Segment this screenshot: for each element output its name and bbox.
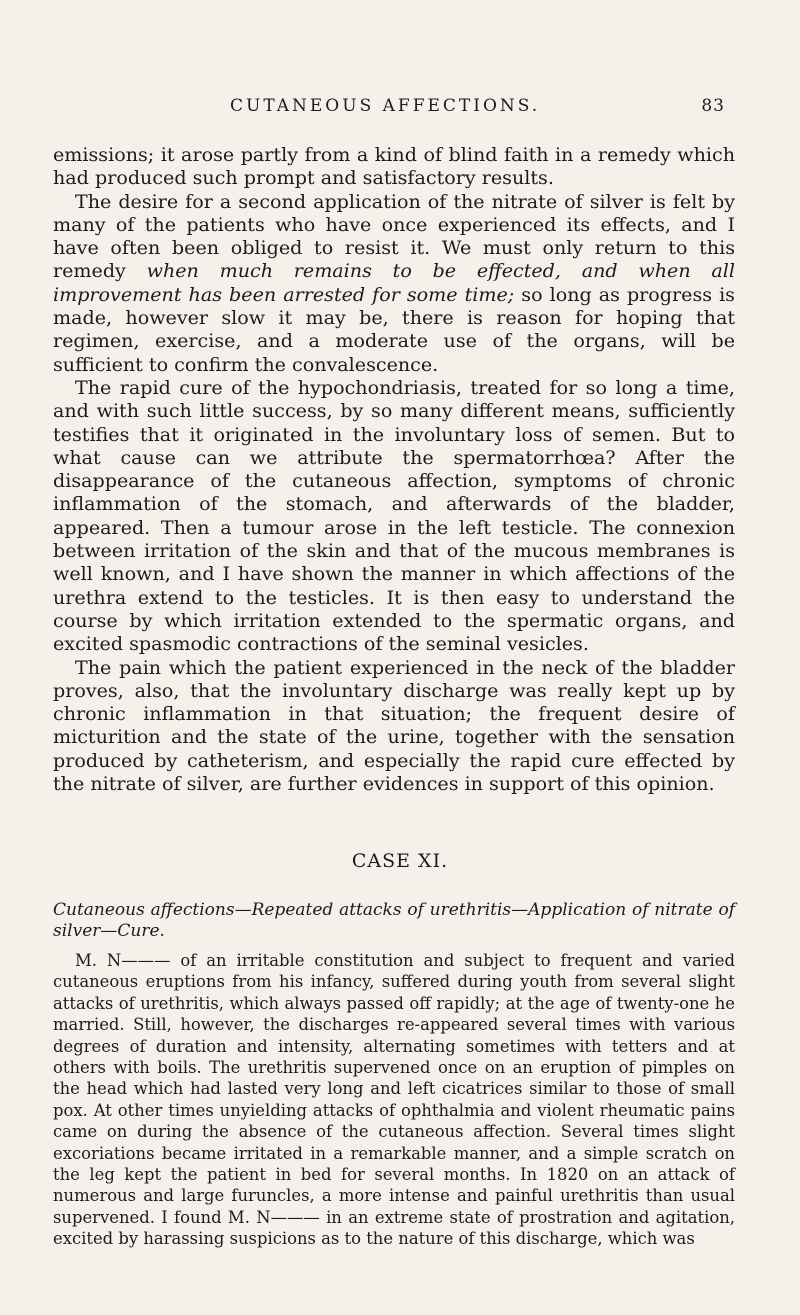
case-body: [53, 950, 735, 1250]
paragraph: The pain which the patient experienced in the neck of the bladder proves, also, that the involuntary discharge was really kept up by chronic inflammation in that situation; the frequent desire of micturition and the state of the urine, together with the sensation produced by catheterism, and especially the rapid cure effected by the nitrate of silver, are further evidences in support of this opinion.: [53, 655, 735, 796]
paragraph-text: so long as progress is made, however slow it may be, there is reason for hoping that regimen, exercise, and a moderate use of the organs, will be sufficient to confirm the convalescence.: [53, 282, 735, 376]
case-heading: CASE XI.: [351, 850, 449, 872]
running-head: [230, 96, 725, 116]
paragraph: [53, 190, 735, 376]
paragraph: emissions; it arose partly from a kind of blind faith in a remedy which had produced such prompt and satisfactory results.: [53, 143, 735, 190]
paragraph: M. N——— of an irritable constitution and subject to frequent and varied cutaneous eruptions from his infancy, suffered during youth from several slight attacks of urethritis, which always passed off rapidly; at the age of twenty-one he married. Still, however, the discharges re-appeared several times with various degrees of duration and intensity, alternating sometimes with tetters and at others with boils. The urethritis supervened once on an eruption of pimples on the head which had lasted very long and left cicatrices similar to those of small pox. At other times unyielding attacks of ophthalmia and violent rheumatic pains came on during the absence of the cutaneous affection. Several times slight excoriations became irritated in a remarkable manner, and a simple scratch on the leg kept the patient in bed for several months. In 1820 on an attack of numerous and large furuncles, a more intense and painful urethritis than usual supervened. I found M. N——— in an extreme state of prostration and agitation, excited by harassing suspicions as to the nature of this discharge, which was: [53, 951, 735, 1249]
emphasis-text: when much remains to be effected, and when all improvement has been arrested for some time;: [53, 259, 735, 306]
main-text: [53, 143, 735, 795]
paragraph-text: The desire for a second application of the nitrate of silver is felt by many of the patients who have once experienced its effects, and I have often been obliged to resist it. We must only return to this remedy: [53, 189, 735, 283]
case-summary: Cutaneous affections—Repeated attacks of urethritis—Application of nitrate of silver—Cure.: [53, 900, 735, 941]
paragraph: The rapid cure of the hypochondriasis, treated for so long a time, and with such little success, by so many different means, sufficiently testifies that it originated in the involuntary loss of semen. But to what cause can we attribute the spermatorrhœa? After the disappearance of the cutaneous affection, symptoms of chronic inflammation of the stomach, and afterwards of the bladder, appeared. Then a tumour arose in the left testicle. The connexion between irritation of the skin and that of the mucous membranes is well known, and I have shown the manner in which affections of the urethra extend to the testicles. It is then easy to understand the course by which irritation extended to the spermatic organs, and excited spasmodic contractions of the seminal vesicles.: [53, 375, 735, 656]
running-head-title: CUTANEOUS AFFECTIONS.: [230, 96, 541, 116]
page-number: 83: [701, 96, 725, 116]
